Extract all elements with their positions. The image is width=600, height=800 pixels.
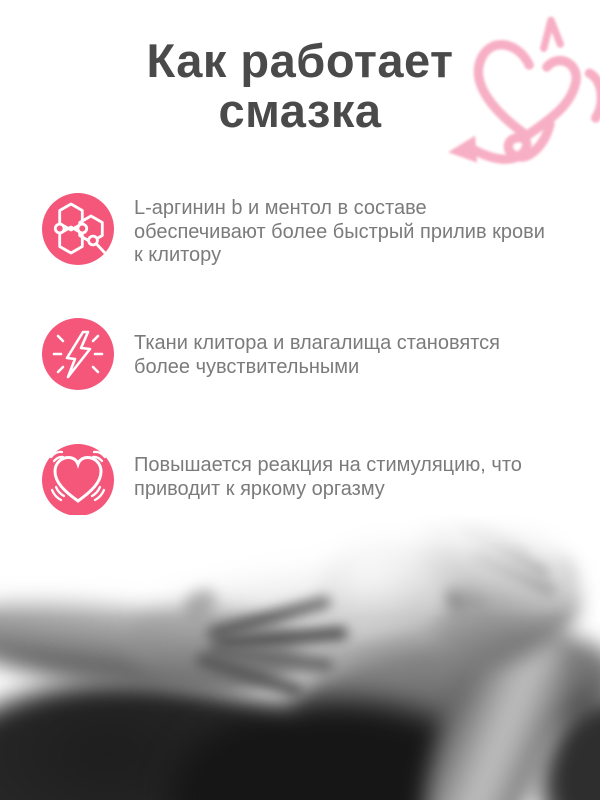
molecule-icon xyxy=(42,193,114,265)
page-title: Как работает смазка xyxy=(146,34,454,138)
doodle-arrow-tail xyxy=(544,20,561,48)
feature-row xyxy=(42,193,558,268)
feature-row xyxy=(42,444,558,516)
lightning-icon xyxy=(42,318,114,390)
feature-text: L-аргинин b и ментол в составе обеспечивают более быстрый прилив крови к клитору xyxy=(134,197,545,266)
feature-row xyxy=(42,318,558,390)
feature-text: Ткани клитора и влагалища становятся более чувствительными xyxy=(134,332,500,378)
feature-text: Повышается реакция на стимуляцию, что приводит к яркому оргазму xyxy=(134,454,522,500)
massage-photo xyxy=(0,515,600,800)
doodle-arrowhead xyxy=(448,136,477,163)
doodle-edge-curve xyxy=(589,73,600,118)
vibrating-heart-icon xyxy=(42,444,114,516)
